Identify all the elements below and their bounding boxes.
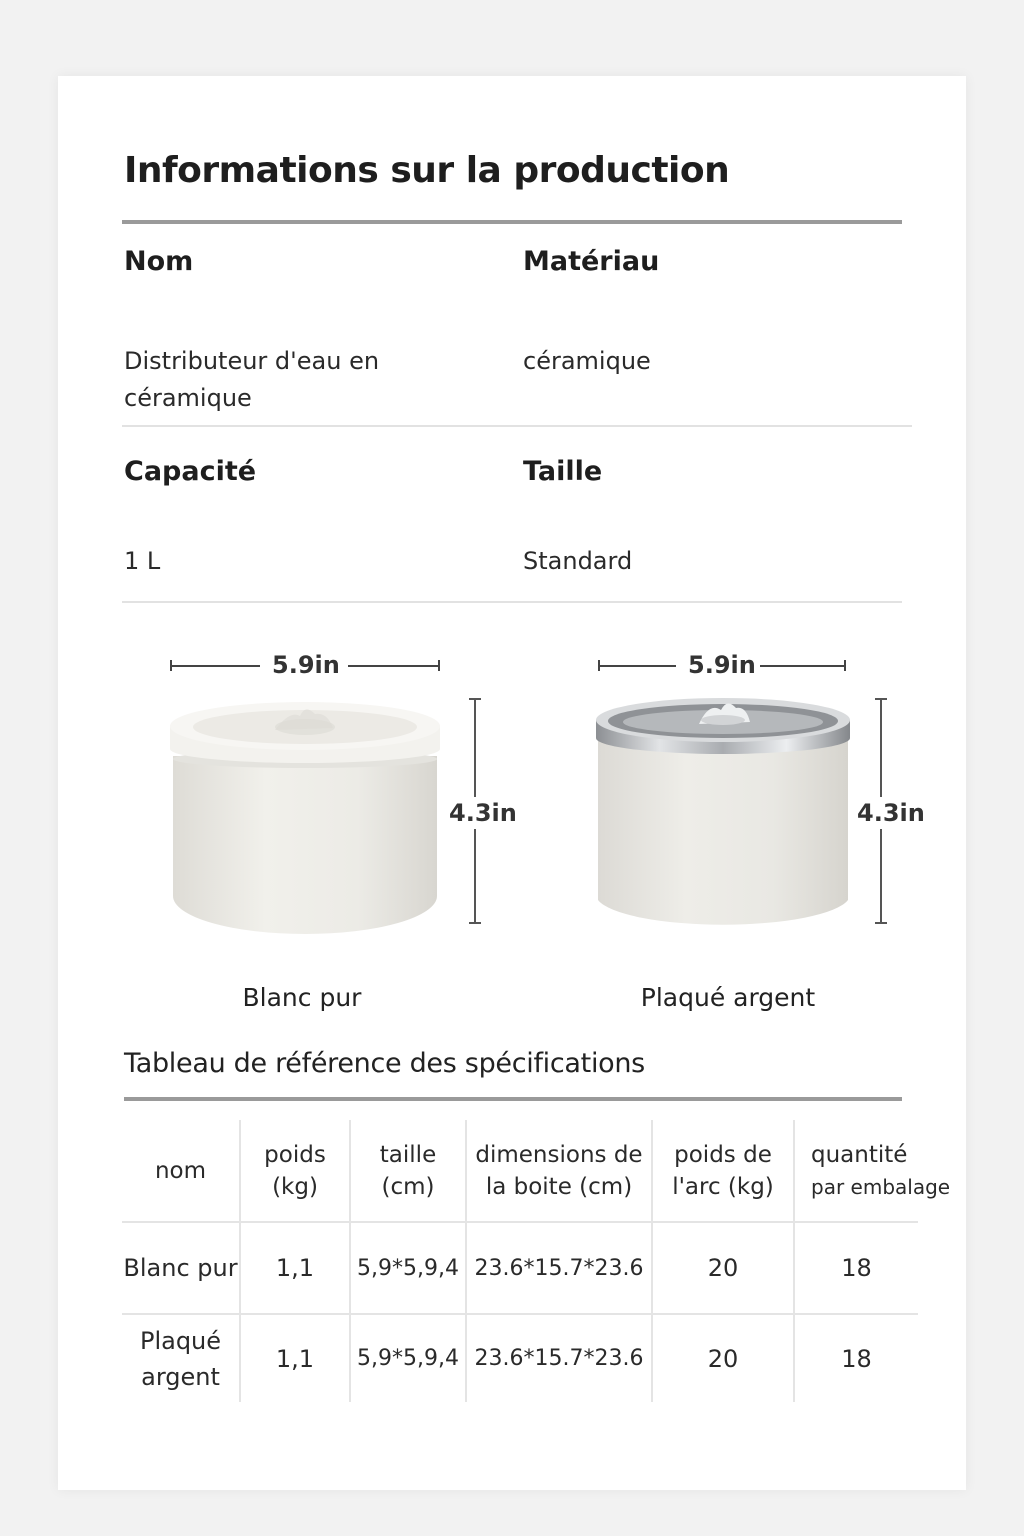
table-row	[122, 1314, 918, 1402]
title-divider	[122, 220, 902, 224]
cell-quantite: 18	[794, 1222, 918, 1314]
product-caption: Blanc pur	[242, 983, 362, 1012]
spec-table-divider	[124, 1097, 902, 1101]
product-image-blanc-pur	[165, 696, 445, 941]
col-header-quantite-line1: quantité	[811, 1141, 908, 1168]
col-header-nom: nom	[154, 1157, 207, 1184]
product-caption: Plaqué argent	[640, 983, 816, 1012]
table-header-row	[122, 1120, 918, 1222]
value-materiau: céramique	[523, 347, 651, 375]
height-label: 4.3in	[449, 799, 517, 827]
label-taille: Taille	[523, 456, 603, 487]
spec-table	[122, 1120, 951, 1402]
col-header-poids: poids (kg)	[240, 1120, 350, 1222]
cell-poids-arc: 20	[652, 1314, 794, 1402]
height-label: 4.3in	[857, 799, 925, 827]
value-capacite: 1 L	[124, 547, 161, 575]
col-header-quantite-line2: par embalage	[811, 1174, 951, 1199]
row-divider	[122, 601, 902, 603]
label-nom: Nom	[124, 246, 194, 277]
cell-poids: 1,1	[240, 1314, 350, 1402]
page-title: Informations sur la production	[124, 150, 730, 191]
cell-poids: 1,1	[240, 1222, 350, 1314]
cell-quantite: 18	[794, 1314, 918, 1402]
width-label: 5.9in	[272, 651, 340, 679]
width-label: 5.9in	[688, 651, 756, 679]
cell-dimensions: 23.6*15.7*23.6	[466, 1314, 652, 1402]
spec-table-title: Tableau de référence des spécifications	[124, 1048, 645, 1079]
cell-taille: 5,9*5,9,4	[350, 1222, 466, 1314]
table-row	[122, 1222, 918, 1314]
value-nom: Distributeur d'eau en céramique	[124, 347, 380, 412]
cell-nom: Plaqué argent	[122, 1314, 240, 1402]
col-header-dimensions: dimensions de la boite (cm)	[466, 1120, 652, 1222]
col-header-quantite	[794, 1120, 951, 1222]
col-header-poids-arc: poids de l'arc (kg)	[652, 1120, 794, 1222]
cell-dimensions: 23.6*15.7*23.6	[466, 1222, 652, 1314]
cell-nom: Blanc pur	[122, 1222, 240, 1314]
col-header-taille: taille (cm)	[350, 1120, 466, 1222]
cell-poids-arc: 20	[652, 1222, 794, 1314]
product-image-plaque-argent	[594, 696, 856, 941]
label-capacite: Capacité	[124, 456, 257, 487]
label-materiau: Matériau	[523, 246, 660, 277]
value-taille: Standard	[523, 547, 633, 575]
row-divider	[122, 425, 912, 427]
cell-taille: 5,9*5,9,4	[350, 1314, 466, 1402]
